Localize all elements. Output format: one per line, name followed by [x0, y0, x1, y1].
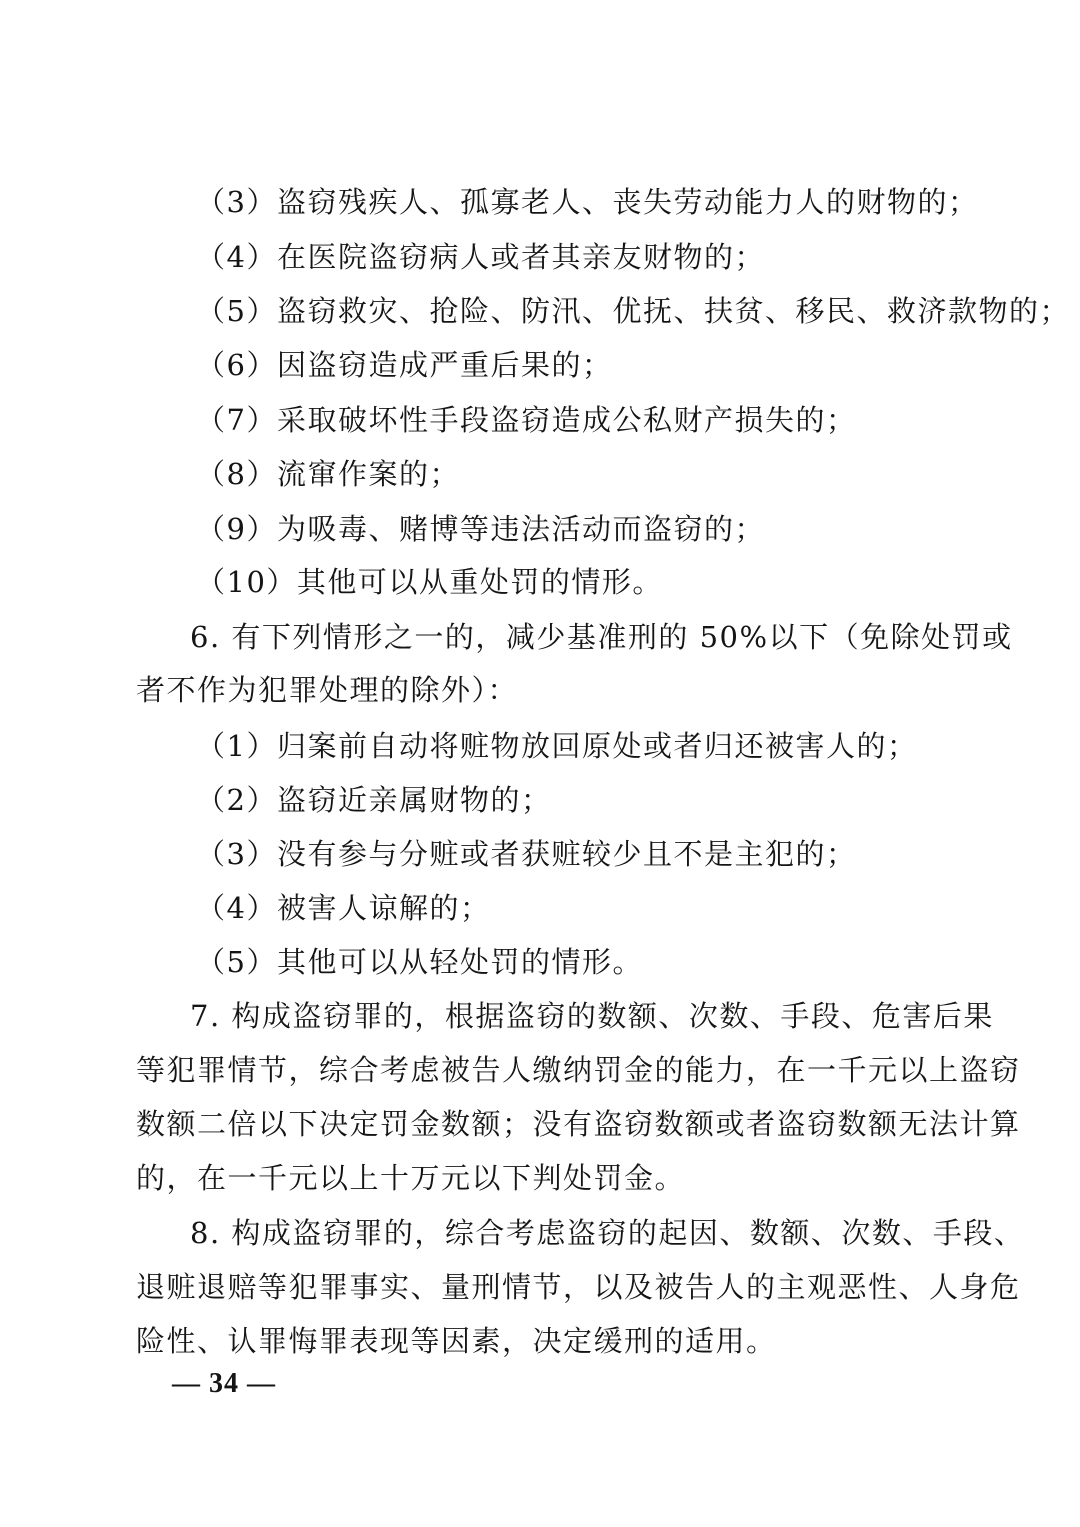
- paragraph-8-line-3: 险性、认罪悔罪表现等因素，决定缓刑的适用。: [136, 1324, 777, 1358]
- paragraph-6-line-1: 6. 有下列情形之一的，减少基准刑的 50%以下（免除处罚或: [190, 620, 1013, 654]
- list-item: （2）盗窃近亲属财物的；: [196, 783, 552, 817]
- list-item: （7）采取破坏性手段盗窃造成公私财产损失的；: [196, 403, 857, 437]
- list-item: （3）没有参与分赃或者获赃较少且不是主犯的；: [196, 837, 857, 871]
- paragraph-7-line-3: 数额二倍以下决定罚金数额；没有盗窃数额或者盗窃数额无法计算: [136, 1107, 1021, 1141]
- paragraph-8-line-1: 8. 构成盗窃罪的，综合考虑盗窃的起因、数额、次数、手段、: [190, 1216, 1025, 1250]
- paragraph-7-line-4: 的，在一千元以上十万元以下判处罚金。: [136, 1161, 686, 1195]
- paragraph-6-line-2: 者不作为犯罪处理的除外）：: [136, 673, 519, 707]
- list-item: （4）在医院盗窃病人或者其亲友财物的；: [196, 240, 765, 274]
- list-item: （5）盗窃救灾、抢险、防汛、优抚、扶贫、移民、救济款物的；: [196, 294, 1070, 328]
- paragraph-7-line-2: 等犯罪情节，综合考虑被告人缴纳罚金的能力，在一千元以上盗窃: [136, 1053, 1021, 1087]
- list-item: （4）被害人谅解的；: [196, 891, 491, 925]
- paragraph-7-line-1: 7. 构成盗窃罪的，根据盗窃的数额、次数、手段、危害后果: [190, 999, 994, 1033]
- list-item: （3）盗窃残疾人、孤寡老人、丧失劳动能力人的财物的；: [196, 185, 979, 219]
- list-item: （8）流窜作案的；: [196, 457, 460, 491]
- list-item: （6）因盗窃造成严重后果的；: [196, 348, 613, 382]
- list-item: （9）为吸毒、赌博等违法活动而盗窃的；: [196, 512, 765, 546]
- list-item: （5）其他可以从轻处罚的情形。: [196, 945, 643, 979]
- list-item: （10）其他可以从重处罚的情形。: [196, 565, 663, 599]
- paragraph-8-line-2: 退赃退赔等犯罪事实、量刑情节，以及被告人的主观恶性、人身危: [136, 1270, 1021, 1304]
- list-item: （1）归案前自动将赃物放回原处或者归还被害人的；: [196, 729, 918, 763]
- page-number: — 34 —: [172, 1368, 276, 1399]
